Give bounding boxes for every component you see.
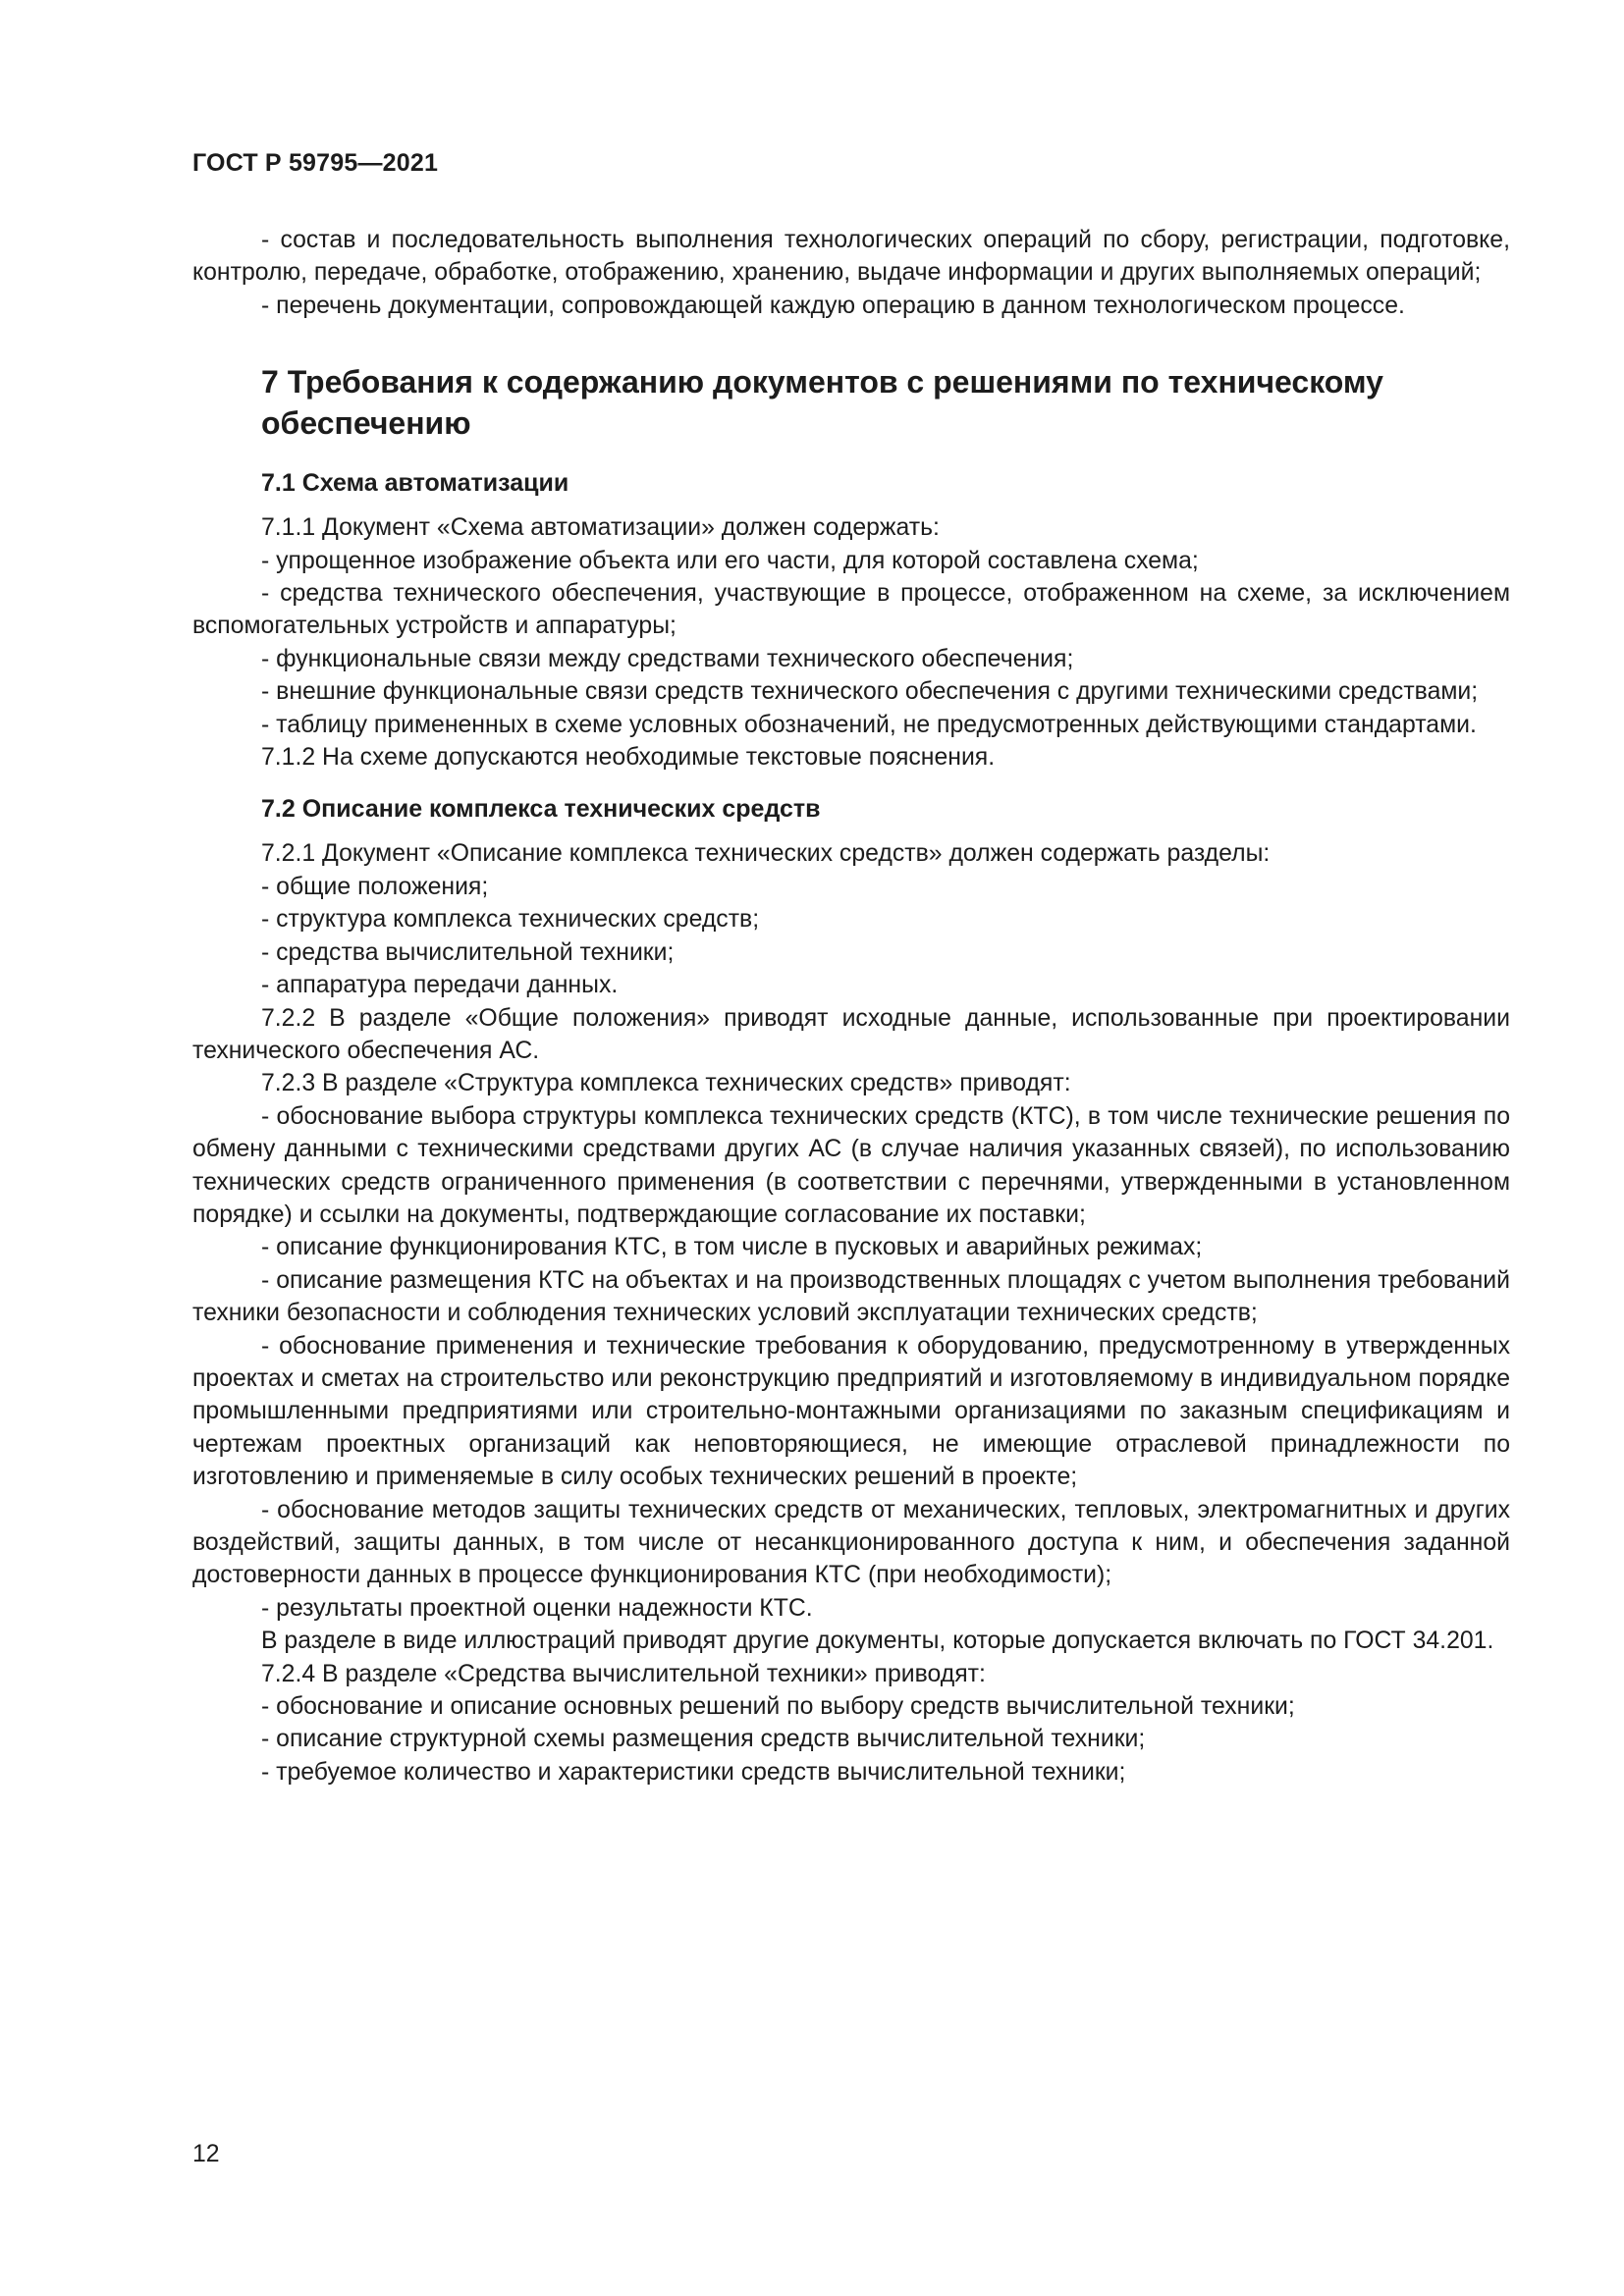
paragraph-7-1: - функциональные связи между средствами технического обеспечения; <box>261 645 1074 672</box>
paragraph-7-2: - описание структурной схемы размещения средств вычислительной техники; <box>261 1726 1146 1753</box>
document-code-header: ГОСТ Р 59795—2021 <box>192 149 439 177</box>
paragraph-7-2: - аппаратура передачи данных. <box>261 972 619 999</box>
paragraph-7-2: - общие положения; <box>261 873 489 900</box>
paragraph-7-2: - обоснование применения и технические требования к оборудованию, предусмотренному в утвержденных проектах и сметах на строительство или реконструкцию предприятий и изготовляемому в индивидуальном порядке промышленными предприятиями или строительно-монтажными организациями по заказным спецификациям и чертежам проектных организаций как неповторяющиеся, не имеющие отраслевой принадлежности по изготовлению и применяемые в силу особых технических решений в проекте; <box>192 1332 1510 1491</box>
paragraph-7-2: - структура комплекса технических средств; <box>261 906 760 934</box>
paragraph-7-2: 7.2.3 В разделе «Структура комплекса технических средств» приводят: <box>261 1070 1071 1097</box>
document-body <box>192 224 1510 1789</box>
paragraph-7-2: - средства вычислительной техники; <box>261 938 675 966</box>
paragraph-7-2: - требуемое количество и характеристики средств вычислительной техники; <box>261 1758 1126 1786</box>
paragraph-7-2: - результаты проектной оценки надежности КТС. <box>261 1594 813 1622</box>
paragraph-7-1: 7.1.2 На схеме допускаются необходимые текстовые пояснения. <box>261 744 996 772</box>
paragraph-7-2: 7.2.1 Документ «Описание комплекса технических средств» должен содержать разделы: <box>261 840 1271 868</box>
paragraph-7-2: В разделе в виде иллюстраций приводят другие документы, которые допускается включать по ГОСТ 34.201. <box>261 1628 1494 1655</box>
paragraph-7-2: - обоснование методов защиты технических средств от механических, тепловых, электромагнитных и других воздействий, защиты данных, в том числе от несанкционированного доступа к ним, и обеспечения заданной достоверности данных в процессе функционирования КТС (при необходимости); <box>192 1496 1510 1589</box>
paragraph-7-2: 7.2.4 В разделе «Средства вычислительной техники» приводят: <box>261 1660 986 1687</box>
intro-paragraph: - состав и последовательность выполнения технологических операций по сбору, регистрации, подготовке, контролю, передаче, обработке, отображению, хранению, выдаче информации и других выполняемых операций; <box>192 227 1510 287</box>
paragraph-7-1: - таблицу примененных в схеме условных обозначений, не предусмотренных действующими стандартами. <box>261 711 1477 738</box>
subsection-7-2-title: 7.2 Описание комплекса технических средств <box>261 795 821 824</box>
paragraph-7-1: 7.1.1 Документ «Схема автоматизации» должен содержать: <box>261 514 940 542</box>
paragraph-7-1: - внешние функциональные связи средств технического обеспечения с другими техническими средствами; <box>261 678 1479 706</box>
paragraph-7-1: - средства технического обеспечения, участвующие в процессе, отображенном на схеме, за исключением вспомогательных устройств и аппаратуры; <box>192 580 1510 640</box>
paragraph-7-2: - обоснование выбора структуры комплекса технических средств (КТС), в том числе технические решения по обмену данными с техническими средствами других АС (в случае наличия указанных связей), по использованию технических средств ограниченного применения (в соответствии с перечнями, утвержденными в установленном порядке) и ссылки на документы, подтверждающие согласование их поставки; <box>192 1102 1510 1228</box>
paragraph-7-2: 7.2.2 В разделе «Общие положения» приводят исходные данные, использованные при проектировании технического обеспечения АС. <box>192 1004 1510 1064</box>
paragraph-7-1: - упрощенное изображение объекта или его части, для которой составлена схема; <box>261 547 1199 574</box>
paragraph-7-2: - обоснование и описание основных решений по выбору средств вычислительной техники; <box>261 1693 1295 1721</box>
subsection-7-1-title: 7.1 Схема автоматизации <box>261 469 569 498</box>
section-7-title: 7 Требования к содержанию документов с решениями по техническому обеспечению <box>261 364 1383 442</box>
intro-paragraph: - перечень документации, сопровождающей каждую операцию в данном технологическом процессе. <box>261 292 1405 319</box>
page-number: 12 <box>192 2141 220 2167</box>
paragraph-7-2: - описание размещения КТС на объектах и на производственных площадях с учетом выполнения требований техники безопасности и соблюдения технических условий эксплуатации технических средств; <box>192 1266 1510 1327</box>
paragraph-7-2: - описание функционирования КТС, в том числе в пусковых и аварийных режимах; <box>261 1234 1203 1261</box>
